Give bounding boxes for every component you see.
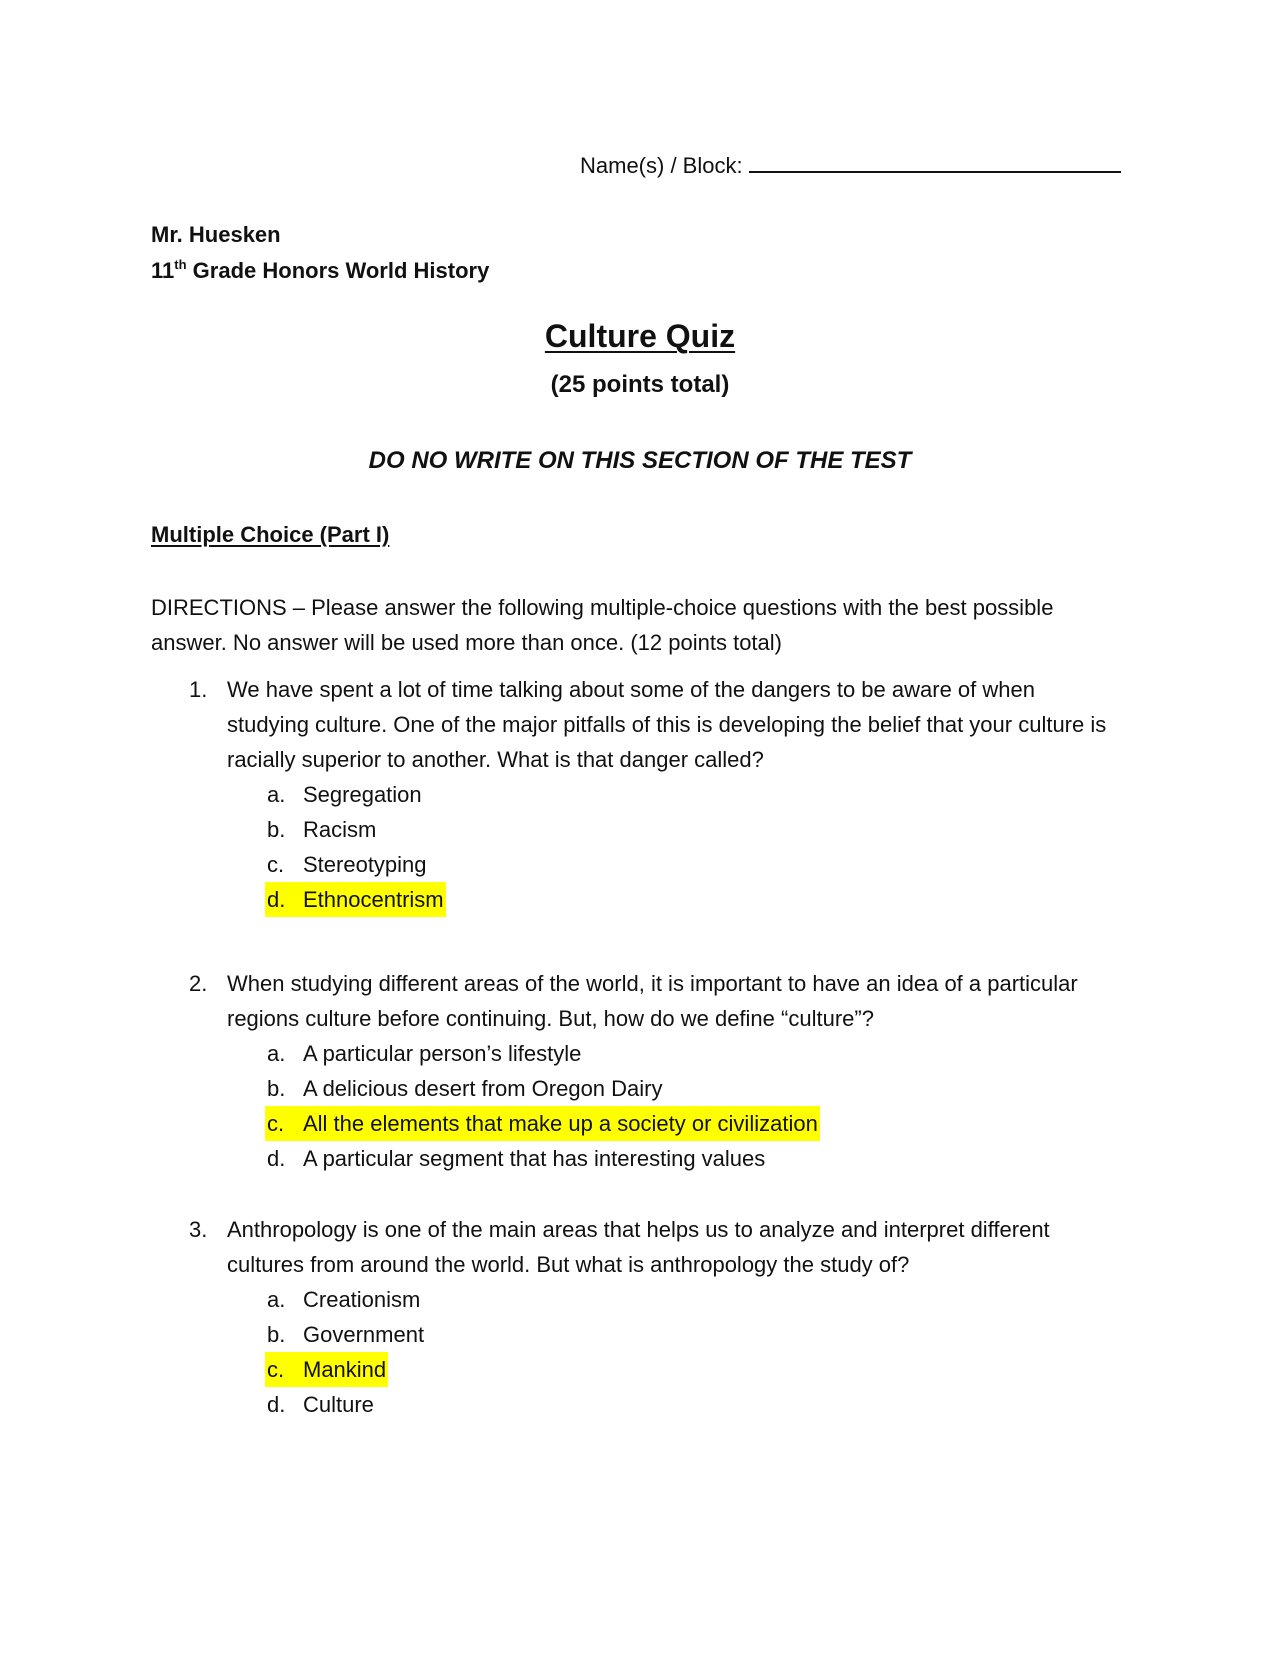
option-letter: b. bbox=[267, 1322, 286, 1347]
option-text: Stereotyping bbox=[303, 852, 427, 877]
option-1c[interactable] bbox=[265, 847, 1109, 882]
option-text: All the elements that make up a society or civilization bbox=[303, 1111, 818, 1136]
option-text: Racism bbox=[303, 817, 377, 842]
grade-suffix: th bbox=[174, 257, 187, 272]
option-text: Creationism bbox=[303, 1287, 421, 1312]
points-total: (25 points total) bbox=[550, 371, 730, 398]
option-text: A particular person’s lifestyle bbox=[303, 1041, 582, 1066]
option-letter: c. bbox=[267, 1111, 285, 1136]
option-text: Mankind bbox=[303, 1357, 387, 1382]
option-letter: a. bbox=[267, 1041, 286, 1066]
option-letter: a. bbox=[267, 782, 286, 807]
directions-text: DIRECTIONS – Please answer the following multiple-choice questions with the best possible answer. No answer will be used more than once. (12 points total) bbox=[151, 595, 1054, 655]
option-text: A particular segment that has interesting values bbox=[303, 1146, 766, 1171]
option-list bbox=[265, 1036, 1109, 1176]
name-block-label: Name(s) / Block: bbox=[580, 153, 743, 178]
question-3 bbox=[189, 1212, 1109, 1422]
option-1a[interactable] bbox=[265, 777, 1109, 812]
grade-number: 11 bbox=[151, 258, 175, 283]
option-2a[interactable] bbox=[265, 1036, 1109, 1071]
option-letter: c. bbox=[267, 852, 285, 877]
course-name: Grade Honors World History bbox=[192, 258, 490, 283]
section-heading: Multiple Choice (Part I) bbox=[151, 522, 390, 547]
option-letter: d. bbox=[267, 887, 286, 912]
option-1b[interactable] bbox=[265, 812, 1109, 847]
option-letter: c. bbox=[267, 1357, 285, 1382]
option-1d-highlighted[interactable] bbox=[265, 882, 1109, 917]
option-list bbox=[265, 777, 1109, 917]
name-block-line bbox=[580, 153, 1121, 179]
option-letter: d. bbox=[267, 1392, 286, 1417]
name-block-blank[interactable] bbox=[749, 153, 1121, 173]
course-title bbox=[151, 258, 489, 284]
option-2d[interactable] bbox=[265, 1141, 1109, 1176]
question-2 bbox=[189, 966, 1109, 1176]
question-text: We have spent a lot of time talking about some of the dangers to be aware of when studying culture. One of the major pitfalls of this is developing the belief that your culture is racially superior to another. What is that danger called? bbox=[227, 677, 1107, 772]
question-number: 1. bbox=[189, 677, 208, 702]
option-text: A delicious desert from Oregon Dairy bbox=[303, 1076, 663, 1101]
option-text: Government bbox=[303, 1322, 425, 1347]
option-letter: b. bbox=[267, 1076, 286, 1101]
option-3a[interactable] bbox=[265, 1282, 1109, 1317]
option-letter: d. bbox=[267, 1146, 286, 1171]
question-number: 2. bbox=[189, 971, 208, 996]
option-3d[interactable] bbox=[265, 1387, 1109, 1422]
option-2c-highlighted[interactable] bbox=[265, 1106, 1109, 1141]
question-1 bbox=[189, 672, 1109, 917]
quiz-title: Culture Quiz bbox=[544, 318, 736, 354]
teacher-name: Mr. Huesken bbox=[151, 222, 281, 247]
question-text: Anthropology is one of the main areas that helps us to analyze and interpret different cultures from around the world. But what is anthropology the study of? bbox=[227, 1217, 1050, 1277]
option-letter: a. bbox=[267, 1287, 286, 1312]
option-2b[interactable] bbox=[265, 1071, 1109, 1106]
quiz-title-wrap bbox=[0, 318, 1280, 355]
option-text: Culture bbox=[303, 1392, 374, 1417]
question-text: When studying different areas of the world, it is important to have an idea of a particular regions culture before continuing. But, how do we define “culture”? bbox=[227, 971, 1078, 1031]
option-3c-highlighted[interactable] bbox=[265, 1352, 1109, 1387]
question-number: 3. bbox=[189, 1217, 208, 1242]
option-letter: b. bbox=[267, 817, 286, 842]
option-text: Ethnocentrism bbox=[303, 887, 444, 912]
option-3b[interactable] bbox=[265, 1317, 1109, 1352]
no-write-warning: DO NO WRITE ON THIS SECTION OF THE TEST bbox=[368, 447, 912, 474]
option-text: Segregation bbox=[303, 782, 422, 807]
option-list bbox=[265, 1282, 1109, 1422]
